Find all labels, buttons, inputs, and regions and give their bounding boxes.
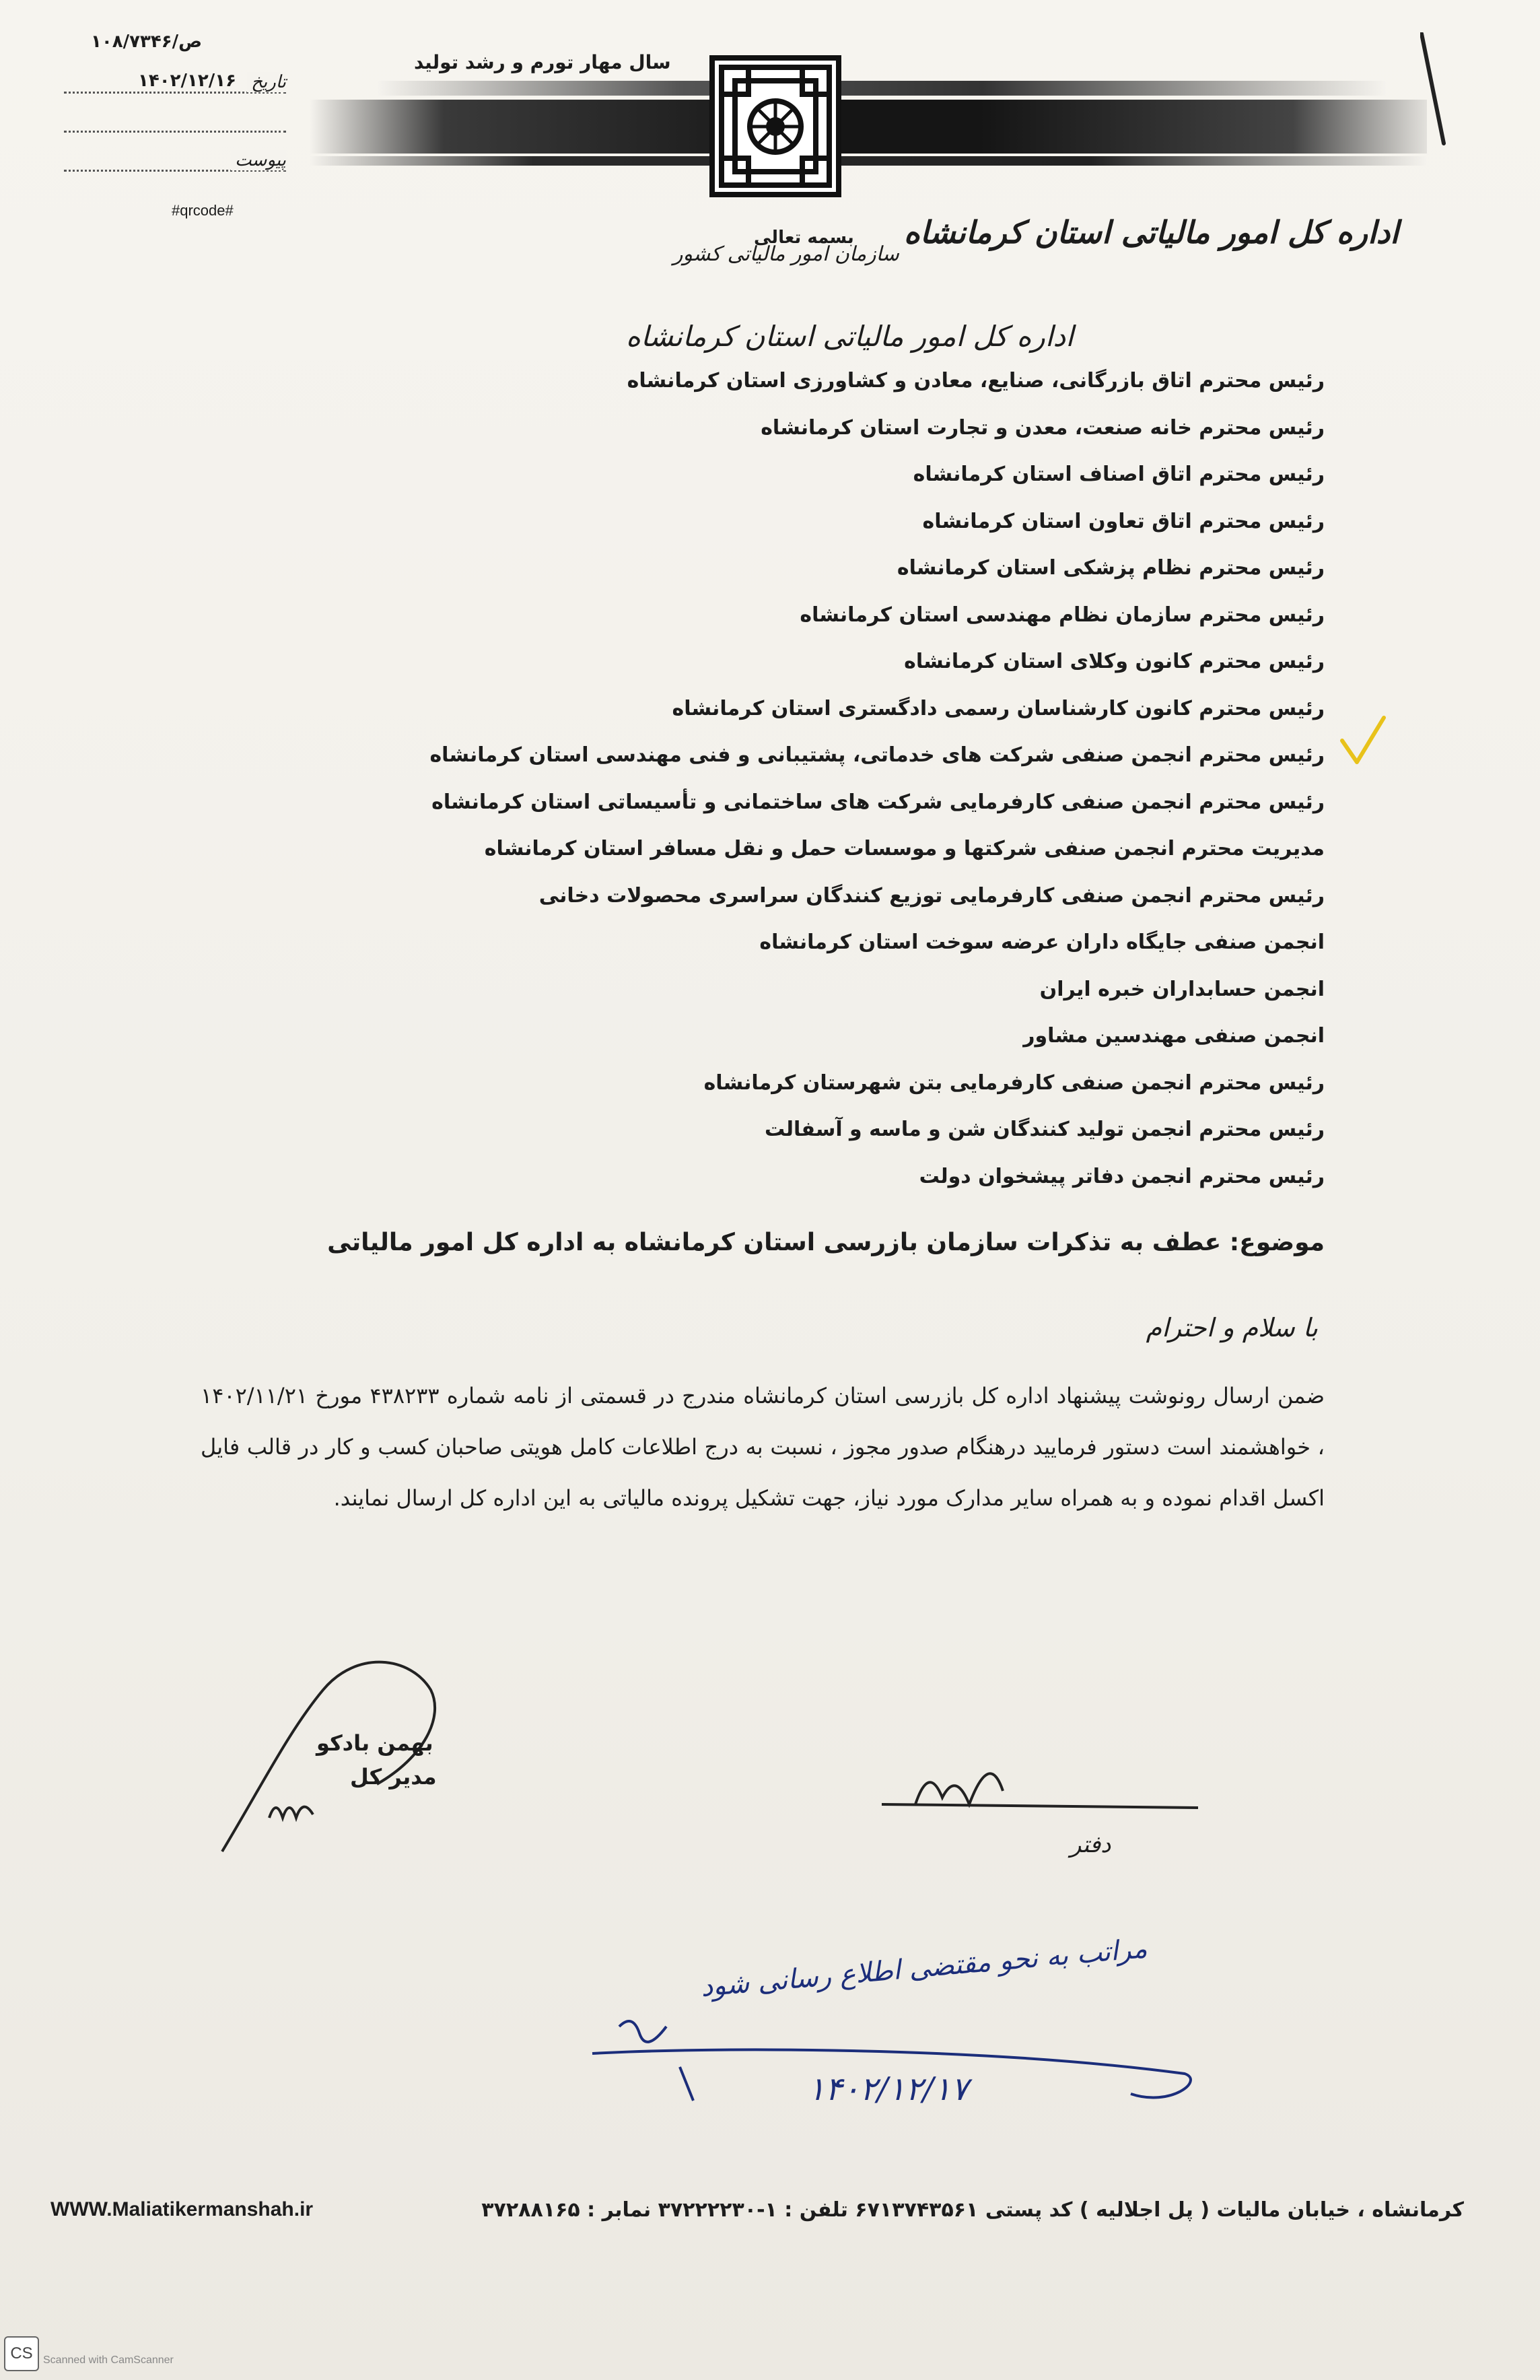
yellow-check-icon xyxy=(1339,714,1387,768)
letter-meta xyxy=(64,24,286,180)
page-title: اداره کل امور مالیاتی استان کرمانشاه xyxy=(903,214,1399,250)
recipient-item: رئیس محترم انجمن صنفی شرکت های خدماتی، پشتیبانی و فنی مهندسی استان کرمانشاه xyxy=(429,743,1325,767)
handwritten-signature xyxy=(875,1697,1212,1899)
qrcode-placeholder: #qrcode# xyxy=(172,202,234,219)
handwritten-admin-name: اداره کل امور مالیاتی استان کرمانشاه xyxy=(626,320,1074,353)
recipient-item: انجمن صنفی مهندسین مشاور xyxy=(1023,1024,1325,1048)
recipient-item: رئیس محترم کانون کارشناسان رسمی دادگستری استان کرمانشاه xyxy=(672,696,1325,720)
recipient-item: رئیس محترم انجمن صنفی کارفرمایی بتن شهرستان کرمانشاه xyxy=(703,1070,1325,1095)
letter-attachment-row xyxy=(64,102,286,141)
signatory-name: بهمن بادکو xyxy=(316,1730,433,1756)
recipient-item: رئیس محترم اتاق بازرگانی، صنایع، معادن و کشاورزی استان کرمانشاه xyxy=(627,369,1325,393)
camscanner-text: Scanned with CamScanner xyxy=(43,2354,174,2366)
signatory-title: مدیر کل xyxy=(350,1764,437,1790)
recipient-item: رئیس محترم نظام پزشکی استان کرمانشاه xyxy=(897,556,1325,580)
recipient-item: رئیس محترم انجمن صنفی کارفرمایی شرکت های ساختمانی و تأسیساتی استان کرمانشاه xyxy=(431,790,1325,814)
recipient-item: رئیس محترم انجمن تولید کنندگان شن و ماسه و آسفالت xyxy=(764,1118,1325,1141)
recipient-list xyxy=(315,369,1325,1211)
recipient-item: رئیس محترم خانه صنعت، معدن و تجارت استان کرمانشاه xyxy=(761,415,1325,440)
bismillah-text: بسمه تعالی xyxy=(754,228,854,248)
recipient-item: رئیس محترم انجمن صنفی کارفرمایی توزیع کنندگان سراسری محصولات دخانی xyxy=(538,883,1325,908)
letter-date-label: تاریخ xyxy=(247,72,286,92)
greeting: با سلام و احترام xyxy=(1146,1313,1318,1342)
recipient-item: رئیس محترم اتاق تعاون استان کرمانشاه xyxy=(922,509,1325,533)
recipient-item: مدیریت محترم انجمن صنفی شرکتها و موسسات حمل و نقل مسافر استان کرمانشاه xyxy=(484,837,1325,860)
letter-date-row xyxy=(64,63,286,102)
letter-subject: موضوع: عطف به تذکرات سازمان بازرسی استان کرمانشاه به اداره کل امور مالیاتی xyxy=(327,1229,1325,1256)
letter-date: ۱۴۰۲/۱۲/۱۶ xyxy=(138,71,236,91)
recipient-item: رئیس محترم کانون وکلای استان کرمانشاه xyxy=(904,650,1325,673)
recipient-item: انجمن صنفی جایگاه داران عرضه سوخت استان کرمانشاه xyxy=(759,930,1325,954)
header-band xyxy=(310,100,1427,154)
recipient-item: رئیس محترم سازمان نظام مهندسی استان کرمانشاه xyxy=(800,603,1325,627)
header-band-top xyxy=(377,81,1387,96)
letter-number: ۱۰۸/۷۳۴۶/ص xyxy=(91,32,203,52)
handwritten-date: ۱۴۰۲/۱۲/۱۷ xyxy=(808,2070,969,2108)
header-band-bottom xyxy=(310,156,1427,166)
website-link[interactable]: WWW.Maliatikermanshah.ir xyxy=(50,2198,314,2220)
year-slogan: سال مهار تورم و رشد تولید xyxy=(414,51,671,73)
letter-attachment-row-2 xyxy=(64,141,286,180)
letter-body: ضمن ارسال رونوشت پیشنهاد اداره کل بازرسی استان کرمانشاه مندرج در قسمتی از نامه شماره ۴۳۸۲۳۳ مورخ ۱۴۰۲/۱۱/۲۱ ، خواهشمند است دستور فرمایید درهنگام صدور مجوز ، نسبت به درج اطلاعات کامل هویتی صاحبان کسب و کار در قالب فایل اکسل اقدام نموده و به همراه سایر مدارک مورد نیاز، جهت تشکیل پرونده مالیاتی به این اداره کل ارسال نمایند. xyxy=(201,1383,1325,1511)
pen-stroke-mark xyxy=(1420,32,1447,147)
tax-organization-emblem xyxy=(708,54,843,199)
recipient-item: رئیس محترم انجمن دفاتر پیشخوان دولت xyxy=(919,1164,1325,1188)
organization-name: سازمان امور مالیاتی کشور xyxy=(673,242,899,266)
camscanner-logo: CS xyxy=(4,2336,39,2371)
letter-number-row xyxy=(64,24,286,63)
handwritten-office: دفتر xyxy=(1070,1831,1111,1858)
footer-address: کرمانشاه ، خیابان مالیات ( پل اجلالیه ) کد پستی ۶۷۱۳۷۴۳۵۶۱ تلفن : ۱-۳۷۲۲۲۲۳۰ نمابر : ۳۷۲۸۸۱۶۵ xyxy=(481,2198,1464,2222)
recipient-item: رئیس محترم اتاق اصناف استان کرمانشاه xyxy=(913,463,1325,486)
recipient-item: انجمن حسابداران خبره ایران xyxy=(1039,977,1325,1001)
letter-attachment-label: پیوست xyxy=(231,150,286,170)
handwritten-referral: مراتب به نحو مقتضی اطلاع رسانی شود xyxy=(699,1933,1149,2003)
